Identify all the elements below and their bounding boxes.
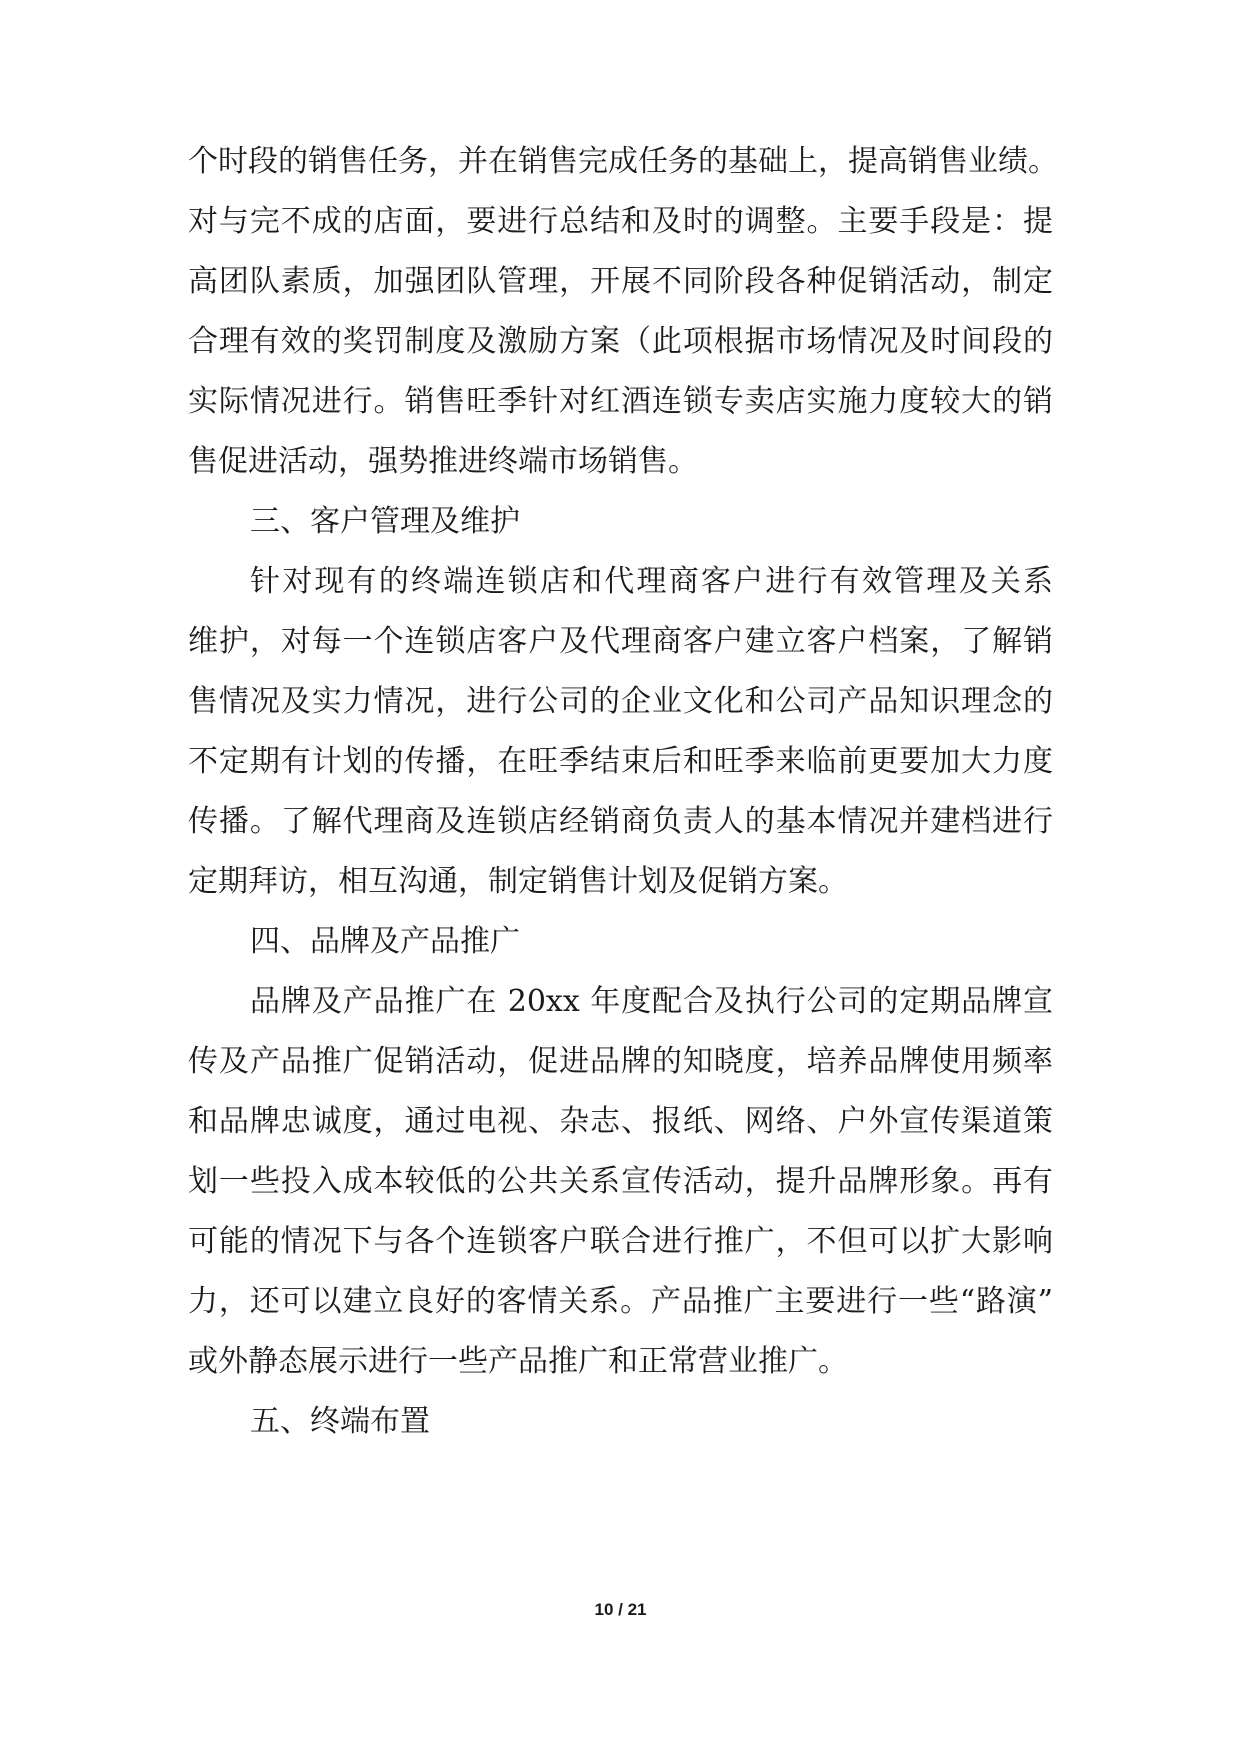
- paragraph-line: 力，还可以建立良好的客情关系。产品推广主要进行一些“路演”: [188, 1284, 1053, 1319]
- paragraph-line: 售促进活动，强势推进终端市场销售。: [188, 444, 698, 479]
- paragraph-line: 传及产品推广促销活动，促进品牌的知晓度，培养品牌使用频率: [188, 1044, 1053, 1079]
- paragraph-line: 定期拜访，相互沟通，制定销售计划及促销方案。: [188, 864, 848, 899]
- paragraph-line: 和品牌忠诚度，通过电视、杂志、报纸、网络、户外宣传渠道策: [188, 1104, 1053, 1139]
- paragraph-line: 品牌及产品推广在 20xx 年度配合及执行公司的定期品牌宣: [250, 984, 1053, 1019]
- paragraph-line: 对与完不成的店面，要进行总结和及时的调整。主要手段是：提: [188, 204, 1053, 239]
- section-heading: 三、客户管理及维护: [250, 504, 520, 539]
- section-heading: 五、终端布置: [250, 1404, 430, 1439]
- paragraph-line: 可能的情况下与各个连锁客户联合进行推广，不但可以扩大影响: [188, 1224, 1053, 1259]
- paragraph-line: 个时段的销售任务，并在销售完成任务的基础上，提高销售业绩。: [188, 144, 1058, 179]
- section-heading: 四、品牌及产品推广: [250, 924, 520, 959]
- paragraph-line: 传播。了解代理商及连锁店经销商负责人的基本情况并建档进行: [188, 804, 1053, 839]
- paragraph-line: 针对现有的终端连锁店和代理商客户进行有效管理及关系: [250, 564, 1053, 599]
- paragraph-line: 高团队素质，加强团队管理，开展不同阶段各种促销活动，制定: [188, 264, 1053, 299]
- page-number: 10 / 21: [594, 1600, 647, 1619]
- paragraph-line: 或外静态展示进行一些产品推广和正常营业推广。: [188, 1344, 848, 1379]
- paragraph-line: 实际情况进行。销售旺季针对红酒连锁专卖店实施力度较大的销: [188, 384, 1053, 419]
- paragraph-line: 维护，对每一个连锁店客户及代理商客户建立客户档案，了解销: [188, 624, 1053, 659]
- paragraph-line: 划一些投入成本较低的公共关系宣传活动，提升品牌形象。再有: [188, 1164, 1053, 1199]
- paragraph-line: 售情况及实力情况，进行公司的企业文化和公司产品知识理念的: [188, 684, 1053, 719]
- paragraph-line: 不定期有计划的传播，在旺季结束后和旺季来临前更要加大力度: [188, 744, 1053, 779]
- paragraph-line: 合理有效的奖罚制度及激励方案（此项根据市场情况及时间段的: [188, 324, 1053, 359]
